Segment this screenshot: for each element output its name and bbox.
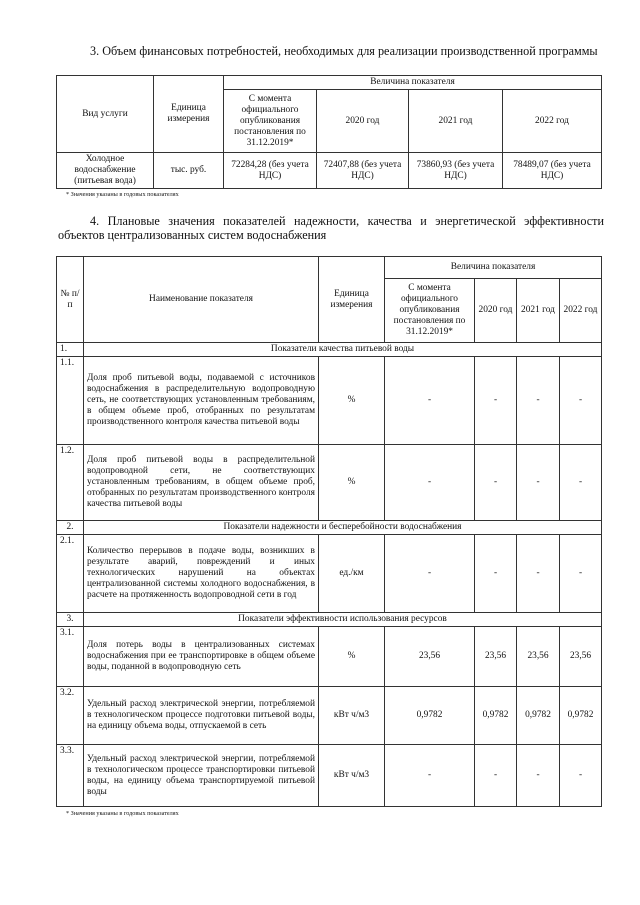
col-2021-header: 2021 год: [409, 90, 503, 153]
row-value: 23,56: [560, 627, 602, 687]
col-2020-header: 2020 год: [317, 90, 409, 153]
table-row: [57, 153, 602, 189]
row-value: -: [385, 745, 475, 807]
section3-heading-text: 3. Объем финансовых потребностей, необходимых для реализации производственной программы: [90, 44, 598, 58]
section4-heading: [58, 214, 604, 242]
row-value: 0,9782: [385, 687, 475, 745]
row-name: Количество перерывов в подаче воды, возникших в результате аварий, повреждений и иных технологических нарушений на объектах централизованной системы холодного водоснабжения, в расчете на протяженность водопроводной сети в год: [84, 535, 319, 613]
col-value-group-header: Величина показателя: [224, 76, 602, 90]
row-value: -: [475, 357, 517, 445]
section-title: Показатели качества питьевой воды: [84, 343, 602, 357]
col-from-publication-header: С момента официального опубликования постановления по 31.12.2019*: [385, 279, 475, 343]
col-2020-header: 2020 год: [475, 279, 517, 343]
row-value: 23,56: [385, 627, 475, 687]
row-unit: %: [319, 357, 385, 445]
section3-heading: [58, 44, 604, 58]
section-row: [57, 343, 602, 357]
col-unit-header: Единица измерения: [319, 257, 385, 343]
row-name: Удельный расход электрической энергии, потребляемой в технологическом процессе транспортировки питьевой воды, на единицу объема транспортируемой питьевой воды: [84, 745, 319, 807]
table-row: [57, 357, 602, 445]
section-num: 3.: [57, 613, 84, 627]
table-row: [57, 535, 602, 613]
section-row: [57, 613, 602, 627]
col-from-publication-header: С момента официального опубликования постановления по 31.12.2019*: [224, 90, 317, 153]
section-num: 2.: [57, 521, 84, 535]
row-num: 1.2.: [57, 445, 84, 521]
row-num: 3.2.: [57, 687, 84, 745]
col-2022-header: 2022 год: [503, 90, 602, 153]
col-name-header: Наименование показателя: [84, 257, 319, 343]
row-num: 2.1.: [57, 535, 84, 613]
row-value: 23,56: [517, 627, 560, 687]
row-value: -: [560, 535, 602, 613]
row-value: -: [385, 357, 475, 445]
row-value: -: [385, 535, 475, 613]
section-row: [57, 521, 602, 535]
section-num: 1.: [57, 343, 84, 357]
table-row: [57, 627, 602, 687]
row-value: 23,56: [475, 627, 517, 687]
col-2021-header: 2021 год: [517, 279, 560, 343]
row-value: -: [475, 535, 517, 613]
col-service-header: Вид услуги: [57, 76, 154, 153]
row-value: 0,9782: [560, 687, 602, 745]
row-value: -: [517, 445, 560, 521]
row-value: -: [517, 357, 560, 445]
row-name: Доля проб питьевой воды в распределительной водопроводной сети, не соответствующих установленным требованиям, в общем объеме проб, отобранных по результатам производственного контроля качества питьевой воды: [84, 445, 319, 521]
row-name: Удельный расход электрической энергии, потребляемой в технологическом процессе подготовки питьевой воды, на единицу объема воды, отпускаемой в сеть: [84, 687, 319, 745]
col-unit-header: Единица измерения: [154, 76, 224, 153]
col-value-group-header: Величина показателя: [385, 257, 602, 279]
row-name: Доля проб питьевой воды, подаваемой с источников водоснабжения в распределительную водопроводную сеть, не соответствующих установленным требованиям, в общем объеме проб, отобранных по результатам производственного контроля качества питьевой воды: [84, 357, 319, 445]
row-value: -: [385, 445, 475, 521]
col-num-header: № п/п: [57, 257, 84, 343]
row-value: -: [560, 357, 602, 445]
row-value: 0,9782: [517, 687, 560, 745]
financial-needs-table: [56, 75, 602, 189]
row-unit: %: [319, 445, 385, 521]
section-title: Показатели эффективности использования ресурсов: [84, 613, 602, 627]
row-name: Доля потерь воды в централизованных системах водоснабжения при ее транспортировке в общем объеме воды, поданной в водопроводную сеть: [84, 627, 319, 687]
row-unit: %: [319, 627, 385, 687]
table-row: [57, 445, 602, 521]
row-value: -: [475, 745, 517, 807]
row-value: -: [560, 445, 602, 521]
value-cell: 78489,07 (без учета НДС): [503, 153, 602, 189]
value-cell: 73860,93 (без учета НДС): [409, 153, 503, 189]
section4-footnote: * Значения указаны в годовых показателях: [66, 810, 179, 817]
value-cell: 72284,28 (без учета НДС): [224, 153, 317, 189]
row-num: 3.3.: [57, 745, 84, 807]
row-unit: кВт ч/м3: [319, 687, 385, 745]
unit-cell: тыс. руб.: [154, 153, 224, 189]
section-title: Показатели надежности и бесперебойности водоснабжения: [84, 521, 602, 535]
row-num: 3.1.: [57, 627, 84, 687]
row-unit: ед./км: [319, 535, 385, 613]
indicators-table: [56, 256, 602, 807]
row-value: -: [517, 745, 560, 807]
row-value: 0,9782: [475, 687, 517, 745]
row-value: -: [475, 445, 517, 521]
row-value: -: [517, 535, 560, 613]
value-cell: 72407,88 (без учета НДС): [317, 153, 409, 189]
service-cell: Холодное водоснабжение (питьевая вода): [57, 153, 154, 189]
row-value: -: [560, 745, 602, 807]
section4-heading-text: 4. Плановые значения показателей надежности, качества и энергетической эффективности объектов централизованных систем водоснабжения: [58, 214, 604, 242]
col-2022-header: 2022 год: [560, 279, 602, 343]
row-unit: кВт ч/м3: [319, 745, 385, 807]
section3-footnote: * Значения указаны в годовых показателях: [66, 191, 179, 198]
table-row: [57, 745, 602, 807]
row-num: 1.1.: [57, 357, 84, 445]
table-row: [57, 687, 602, 745]
